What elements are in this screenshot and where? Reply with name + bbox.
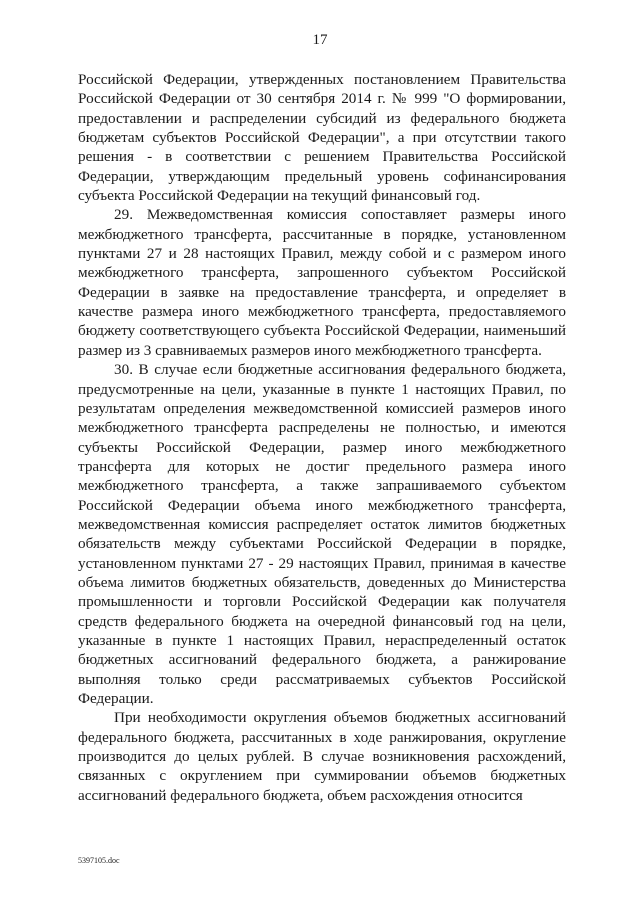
page-number: 17 xyxy=(312,32,328,48)
paragraph-30: 30. В случае если бюджетные ассигнования федерального бюджета, предусмотренные на цели, указанные в пункте 1 настоящих Правил, по результатам определения межведомственной комиссией размеров иного межбюджетного трансферта распределены не полностью, и имеются субъекты Российской Федерации, размер иного межбюджетного трансферта для которых не достиг предельного размера иного межбюджетного трансферта, а также запрашиваемого субъектом Российской Федерации объема иного межбюджетного трансферта, межведомственная комиссия распределяет остаток лимитов бюджетных обязательств между субъектами Российской Федерации в порядке, установленном пунктами 27 - 29 настоящих Правил, принимая в качестве объема лимитов бюджетных обязательств, доведенных до Министерства промышленности и торговли Российской Федерации как получателя средств федерального бюджета на очередной финансовый год на цели, указанные в пункте 1 настоящих Правил, нераспределенный остаток бюджетных ассигнований федерального бюджета, а ранжирование выполняя только среди рассматриваемых субъектов Российской Федерации. xyxy=(78,361,566,707)
paragraph-continuation: Российской Федерации, утвержденных постановлением Правительства Российской Федерации от 30 сентября 2014 г. № 999 "О формировании, предоставлении и распределении субсидий из федерального бюджета бюджетам субъектов Российской Федерации", а при отсутствии такого решения - в соответствии с решением Правительства Российской Федерации, утверждающим предельный уровень софинансирования субъекта Российской Федерации на текущий финансовый год. xyxy=(78,71,566,205)
document-body xyxy=(78,70,566,805)
file-name-footer: 5397105.doc xyxy=(78,856,120,865)
paragraph-29: 29. Межведомственная комиссия сопоставляет размеры иного межбюджетного трансферта, рассчитанные в порядке, установленном пунктами 27 и 28 настоящих Правил, между собой и с размером иного межбюджетного трансферта, запрошенного субъектом Российской Федерации в заявке на предоставление трансферта, и определяет в качестве размера иного межбюджетного трансферта, предоставляемого бюджету соответствующего субъекта Российской Федерации, наименьший размер из 3 сравниваемых размеров иного межбюджетного трансферта. xyxy=(78,206,566,359)
paragraph-rounding: При необходимости округления объемов бюджетных ассигнований федерального бюджета, рассчитанных в ходе ранжирования, округление производится до целых рублей. В случае возникновения расхождений, связанных с округлением при суммировании объемов бюджетных ассигнований федерального бюджета, объем расхождения относится xyxy=(78,709,566,804)
